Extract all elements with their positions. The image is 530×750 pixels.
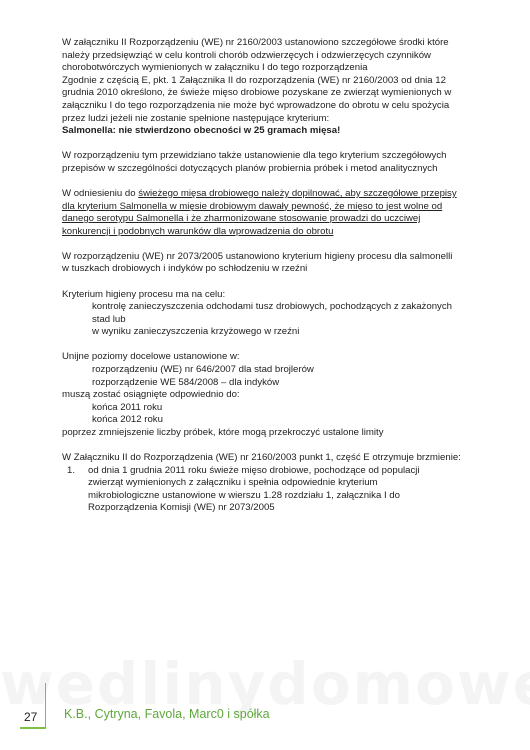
paragraph-fresh-poultry-meat [62,188,502,238]
page-number: 27 [24,710,38,724]
list-number: 1. [67,464,76,476]
list-item: rozporządzeniu (WE) nr 646/2007 dla stad brojlerów [92,363,314,375]
text-line: w tuszkach drobiowych i indyków po schłodzeniu w rzeźni [62,263,308,275]
paragraph-regulation-2073-2005 [62,251,502,276]
text-line: W rozporządzeniu (WE) nr 2073/2005 ustanowiono kryterium higieny procesu dla salmonelli [62,250,453,262]
footer-authors: K.B., Cytryna, Favola, Marc0 i spółka [64,707,270,721]
text-plain: W odniesieniu do [62,187,139,199]
text-line: muszą zostać osiągnięte odpowiednio do: [62,389,240,401]
paragraph-regulation-annex-ii [62,37,502,138]
list-item: końca 2011 roku [92,401,163,413]
list-item: stad lub [92,313,126,325]
text-line: załączniku I do tego rozporządzenia nie może być wprowadzone do obrotu w celu spożycia [62,99,450,111]
paragraph-eu-targets [62,351,502,439]
paragraph-annex-amendment [62,452,502,515]
page-content [62,37,502,515]
text-line: należy przedsięwziąć w celu kontroli chorób odzwierzęcych i odzwierzęcych czynników [62,49,431,61]
paragraph-detailed-rules [62,150,502,175]
text-line: W Załączniku II do Rozporządzenia (WE) nr 2160/2003 punkt 1, część E otrzymuje brzmienie: [62,452,461,464]
text-line: przez ludzi jeżeli nie zostanie spełnione następujące kryterium: [62,112,330,124]
footer-divider [45,683,46,729]
text-line: przepisów w szczególności dotyczących planów probiernia próbek i metod analitycznych [62,162,438,174]
list-item: kontrolę zanieczyszczenia odchodami tusz drobiowych, pochodzących z zakażonych [92,301,452,313]
text-underlined: świeżego mięsa drobiowego należy dopilnować, aby szczegółowe przepisy [138,187,457,199]
text-line: chorobotwórczych wymienionych w załączniku I do tego rozporządzenia [62,62,368,74]
text-line-underlined: dla kryterium Salmonella w mięsie drobiowym dawały pewność, że mięso to jest wolne od [62,200,443,212]
list-item: końca 2012 roku [92,414,163,426]
salmonella-criterion: Salmonella: nie stwierdzono obecności w 25 gramach mięsa! [62,125,341,137]
text-line: W załączniku II Rozporządzeniu (WE) nr 2160/2003 ustanowiono szczegółowe środki które [62,37,449,48]
text-line-underlined: konkurencji i podobnych warunków dla wprowadzenia do obrotu [62,225,334,237]
text-line: zwierząt wymienionych z załączniku i spełnia odpowiednie kryterium [88,477,378,489]
text-line: Unijne poziomy docelowe ustanowione w: [62,351,240,363]
paragraph-process-hygiene [62,289,502,339]
text-line: od dnia 1 grudnia 2011 roku świeże mięso drobiowe, pochodzące od populacji [88,464,420,476]
text-line: Kryterium higieny procesu ma na celu: [62,288,226,300]
text-line: mikrobiologiczne ustanowione w wierszu 1.28 rozdziału 1, załącznika I do [88,489,400,501]
text-line: Zgodnie z częścią E, pkt. 1 Załącznika II do rozporządzenia (WE) nr 2160/2003 od dnia 12 [62,74,446,86]
list-item: rozporządzenie WE 584/2008 – dla indyków [92,376,280,388]
text-line: grudnia 2010 określono, że świeże mięso drobiowe pozyskane ze zwierząt wymienionych w [62,87,452,99]
text-line: Rozporządzenia Komisji (WE) nr 2073/2005 [88,502,275,514]
text-line: poprzez zmniejszenie liczby próbek, które mogą przekroczyć ustalone limity [62,426,384,438]
text-line [62,188,502,201]
list-item: w wyniku zanieczyszczenia krzyżowego w rzeźni [92,326,300,338]
text-line-underlined: danego serotypu Salmonella i że zharmonizowane stosowanie prowadzi do uczciwej [62,213,421,225]
numbered-list-item [62,465,502,515]
footer-underline [20,727,46,729]
text-line: W rozporządzeniu tym przewidziano także ustanowienie dla tego kryterium szczegółowych [62,150,447,162]
